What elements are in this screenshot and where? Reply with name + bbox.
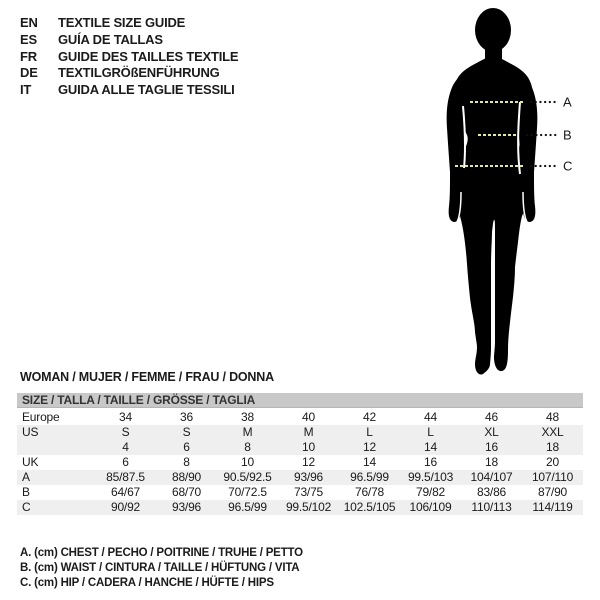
size-cell: 70/72.5 [228, 485, 267, 499]
size-cell: 110/113 [471, 500, 512, 514]
language-code: EN [20, 15, 38, 30]
size-cell: XXL [541, 425, 564, 439]
size-cell: L [427, 425, 434, 439]
language-row [20, 32, 238, 49]
size-cell: 48 [546, 410, 559, 424]
language-row [20, 15, 238, 32]
language-code: FR [20, 48, 37, 64]
size-cell: 107/110 [531, 470, 574, 484]
size-table-header: SIZE / TALLA / TAILLE / GRÖSSE / TAGLIA [17, 393, 583, 408]
size-cell: 10 [302, 440, 315, 454]
size-cell: 79/82 [415, 485, 446, 499]
note-line: C. (cm) HIP / CADERA / HANCHE / HÜFTE / HIPS [20, 577, 274, 590]
size-cell: 6 [183, 440, 190, 454]
size-cell: 68/70 [171, 485, 202, 499]
table-row [17, 425, 583, 440]
size-cell: 64/67 [110, 485, 141, 499]
row-label: C [22, 500, 31, 514]
size-cell: 76/78 [354, 485, 385, 499]
size-cell: 73/75 [293, 485, 324, 499]
size-cell: 85/87.5 [106, 470, 145, 484]
size-table-rows [17, 410, 583, 515]
hip-label: C [563, 158, 573, 174]
language-title: GUÍA DE TALLAS [58, 31, 163, 47]
language-title: TEXTILGRÖßENFÜHRUNG [58, 65, 220, 81]
size-cell: S [182, 425, 191, 439]
size-cell: 90/92 [110, 500, 141, 514]
table-row [17, 455, 583, 470]
size-cell: 88/90 [171, 470, 202, 484]
language-title: GUIDE DES TAILLES TEXTILE [58, 48, 239, 64]
language-title: GUIDA ALLE TAGLIE TESSILI [58, 82, 235, 97]
size-cell: M [303, 425, 314, 439]
size-cell: M [242, 425, 253, 439]
size-cell: 106/109 [409, 500, 452, 514]
section-title: WOMAN / MUJER / FEMME / FRAU / DONNA [20, 370, 274, 384]
language-row [20, 82, 238, 99]
size-cell: 8 [244, 440, 251, 454]
woman-silhouette-svg [415, 2, 585, 380]
size-cell: 12 [302, 455, 315, 469]
size-cell: 34 [119, 410, 132, 424]
size-cell: 4 [122, 440, 129, 454]
size-cell: 42 [363, 410, 376, 424]
note-line: A. (cm) CHEST / PECHO / POITRINE / TRUHE / PETTO [20, 547, 303, 559]
size-cell: 14 [363, 455, 376, 469]
size-cell: 83/86 [476, 485, 507, 499]
row-label: A [22, 470, 30, 484]
size-cell: 16 [485, 440, 498, 454]
language-code: DE [20, 65, 38, 81]
size-cell: 18 [485, 455, 498, 469]
language-code: ES [20, 31, 37, 47]
language-code: IT [20, 82, 32, 97]
waist-label: B [563, 127, 572, 143]
size-cell: 96.5/99 [350, 470, 389, 484]
language-row [20, 65, 238, 82]
row-label: B [22, 485, 30, 499]
size-cell: 99.5/102 [285, 500, 332, 514]
size-cell: 46 [485, 410, 498, 424]
size-cell: 87/90 [537, 485, 568, 499]
size-cell: 12 [363, 440, 376, 454]
size-cell: 40 [302, 410, 315, 424]
size-cell: 93/96 [171, 500, 202, 514]
size-cell: 96.5/99 [228, 500, 267, 514]
row-label: UK [22, 455, 39, 469]
chest-label: A [563, 94, 572, 110]
language-list [20, 15, 238, 99]
woman-silhouette-figure [415, 2, 585, 380]
size-cell: 8 [183, 455, 190, 469]
size-cell: 6 [122, 455, 129, 469]
size-cell: 18 [546, 440, 559, 454]
size-cell: 20 [546, 455, 559, 469]
row-label [17, 440, 95, 455]
row-label: Europe [22, 410, 60, 424]
size-cell: 93/96 [293, 470, 324, 484]
size-table [17, 393, 583, 515]
table-row [17, 470, 583, 485]
size-cell: 44 [424, 410, 437, 424]
row-label: US [22, 425, 39, 439]
size-cell: 99.5/103 [407, 470, 454, 484]
size-cell: 10 [241, 455, 254, 469]
language-row [20, 49, 238, 66]
size-cell: 38 [241, 410, 254, 424]
size-cell: S [121, 425, 130, 439]
language-title: TEXTILE SIZE GUIDE [58, 15, 186, 30]
size-cell: L [366, 425, 373, 439]
size-cell: 102.5/105 [343, 500, 396, 514]
size-cell: 114/119 [532, 500, 573, 514]
size-cell: 104/107 [470, 470, 513, 484]
size-cell: 14 [424, 440, 437, 454]
size-cell: 36 [180, 410, 193, 424]
size-cell: 16 [424, 455, 437, 469]
table-row [17, 410, 583, 425]
size-cell: XL [484, 425, 499, 439]
table-row [17, 500, 583, 515]
table-row [17, 485, 583, 500]
measure-notes [20, 546, 303, 592]
table-row [17, 440, 583, 455]
size-cell: 90.5/92.5 [223, 470, 272, 484]
note-line: B. (cm) WAIST / CINTURA / TAILLE / HÜFTUNG / VITA [20, 562, 300, 575]
